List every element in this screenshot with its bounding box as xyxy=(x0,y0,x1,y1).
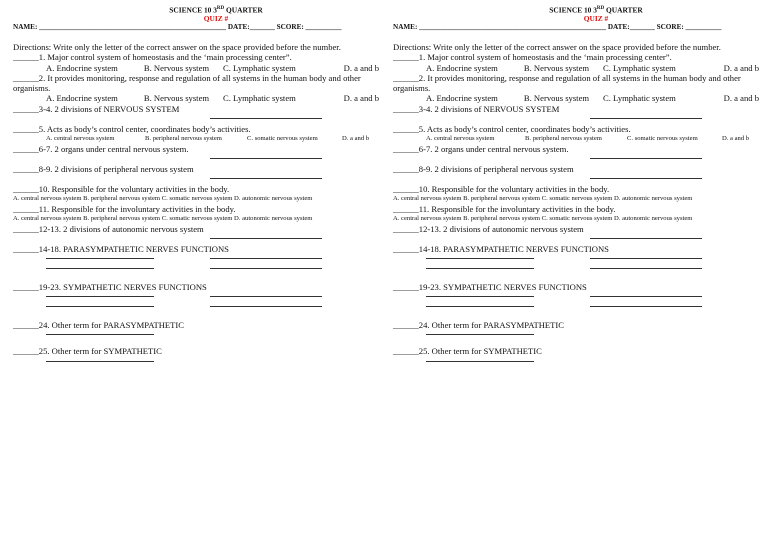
question-1: ______1. Major control system of homeostasis and the ‘main processing center”. xyxy=(393,52,672,63)
name-date-score-line: NAME: ____________________________________________________ DATE:_______ SCORE: __________ xyxy=(13,23,342,32)
question-5: ______5. Acts as body’s control center, coordinates body’s activities. xyxy=(393,123,631,134)
question-12-13: ______12-13. 2 divisions of autonomic nervous system xyxy=(393,223,584,234)
name-date-score-line: NAME: ____________________________________________________ DATE:_______ SCORE: __________ xyxy=(393,23,722,32)
question-19-23: ______19-23. SYMPATHETIC NERVES FUNCTIONS xyxy=(13,281,207,292)
answer-blanks xyxy=(13,114,379,124)
question-19-23: ______19-23. SYMPATHETIC NERVES FUNCTIONS xyxy=(393,281,587,292)
question-10-options: A. central nervous system B. peripheral nervous system C. somatic nervous system D. autonomic nervous system xyxy=(393,195,693,203)
question-24: ______24. Other term for PARASYMPATHETIC xyxy=(13,320,185,331)
answer-blanks xyxy=(13,174,379,184)
answer-blanks xyxy=(393,254,759,264)
quiz-title: SCIENCE 10 3RD QUARTER xyxy=(549,5,643,15)
answer-blanks xyxy=(13,330,379,340)
answer-blanks xyxy=(393,234,759,244)
question-11-options: A. central nervous system B. peripheral nervous system C. somatic nervous system D. autonomic nervous system xyxy=(13,214,313,222)
answer-blanks xyxy=(393,302,759,312)
question-2: ______2. It provides monitoring, response and regulation of all systems in the human body and other organisms. xyxy=(13,72,361,94)
question-6-7: ______6-7. 2 organs under central nervous system. xyxy=(393,143,569,154)
question-10-options: A. central nervous system B. peripheral nervous system C. somatic nervous system D. autonomic nervous system xyxy=(13,195,313,203)
question-2-options: A. Endocrine system B. Nervous system C. Lymphatic system D. a and b xyxy=(46,93,379,104)
answer-blanks xyxy=(393,114,759,124)
question-5-options: A. central nervous system B. peripheral nervous system C. somatic nervous system D. a and b xyxy=(46,134,370,142)
question-8-9: ______8-9. 2 divisions of peripheral nervous system xyxy=(393,163,574,174)
answer-blanks xyxy=(393,154,759,164)
quiz-number: QUIZ # xyxy=(203,13,229,23)
directions: Directions: Write only the letter of the correct answer on the space provided before the number. xyxy=(393,42,721,53)
question-14-18: ______14-18. PARASYMPATHETIC NERVES FUNCTIONS xyxy=(393,243,609,254)
question-5-options: A. central nervous system B. peripheral nervous system C. somatic nervous system D. a and b xyxy=(426,134,750,142)
question-8-9: ______8-9. 2 divisions of peripheral nervous system xyxy=(13,163,194,174)
question-1-options: A. Endocrine system B. Nervous system C. Lymphatic system D. a and b xyxy=(426,62,759,73)
directions: Directions: Write only the letter of the correct answer on the space provided before the number. xyxy=(13,42,341,53)
answer-blanks xyxy=(393,292,759,302)
answer-blanks xyxy=(13,264,379,274)
answer-blanks xyxy=(13,234,379,244)
question-25: ______25. Other term for SYMPATHETIC xyxy=(393,346,542,357)
answer-blanks xyxy=(393,264,759,274)
answer-blanks xyxy=(13,302,379,312)
question-11: ______11. Responsible for the involuntary activities in the body. xyxy=(13,203,236,214)
answer-blanks xyxy=(393,357,759,367)
question-3-4: ______3-4. 2 divisions of NERVOUS SYSTEM xyxy=(393,103,560,114)
quiz-copy-right xyxy=(393,5,759,367)
question-6-7: ______6-7. 2 organs under central nervous system. xyxy=(13,143,189,154)
answer-blanks xyxy=(393,330,759,340)
quiz-title: SCIENCE 10 3RD QUARTER xyxy=(169,5,263,15)
question-12-13: ______12-13. 2 divisions of autonomic nervous system xyxy=(13,223,204,234)
answer-blanks xyxy=(393,174,759,184)
quiz-number: QUIZ # xyxy=(583,13,609,23)
question-1-options: A. Endocrine system B. Nervous system C. Lymphatic system D. a and b xyxy=(46,62,379,73)
answer-blanks xyxy=(13,154,379,164)
question-24: ______24. Other term for PARASYMPATHETIC xyxy=(393,320,565,331)
answer-blanks xyxy=(13,357,379,367)
answer-blanks xyxy=(13,292,379,302)
quiz-copy-left xyxy=(13,5,379,367)
question-3-4: ______3-4. 2 divisions of NERVOUS SYSTEM xyxy=(13,103,180,114)
question-11-options: A. central nervous system B. peripheral nervous system C. somatic nervous system D. autonomic nervous system xyxy=(393,214,693,222)
question-2-options: A. Endocrine system B. Nervous system C. Lymphatic system D. a and b xyxy=(426,93,759,104)
question-10: ______10. Responsible for the voluntary activities in the body. xyxy=(13,183,230,194)
question-14-18: ______14-18. PARASYMPATHETIC NERVES FUNCTIONS xyxy=(13,243,229,254)
question-10: ______10. Responsible for the voluntary activities in the body. xyxy=(393,183,610,194)
question-2: ______2. It provides monitoring, response and regulation of all systems in the human body and other organisms. xyxy=(393,72,741,94)
question-5: ______5. Acts as body’s control center, coordinates body’s activities. xyxy=(13,123,251,134)
answer-blanks xyxy=(13,254,379,264)
question-25: ______25. Other term for SYMPATHETIC xyxy=(13,346,162,357)
question-11: ______11. Responsible for the involuntary activities in the body. xyxy=(393,203,616,214)
question-1: ______1. Major control system of homeostasis and the ‘main processing center”. xyxy=(13,52,292,63)
